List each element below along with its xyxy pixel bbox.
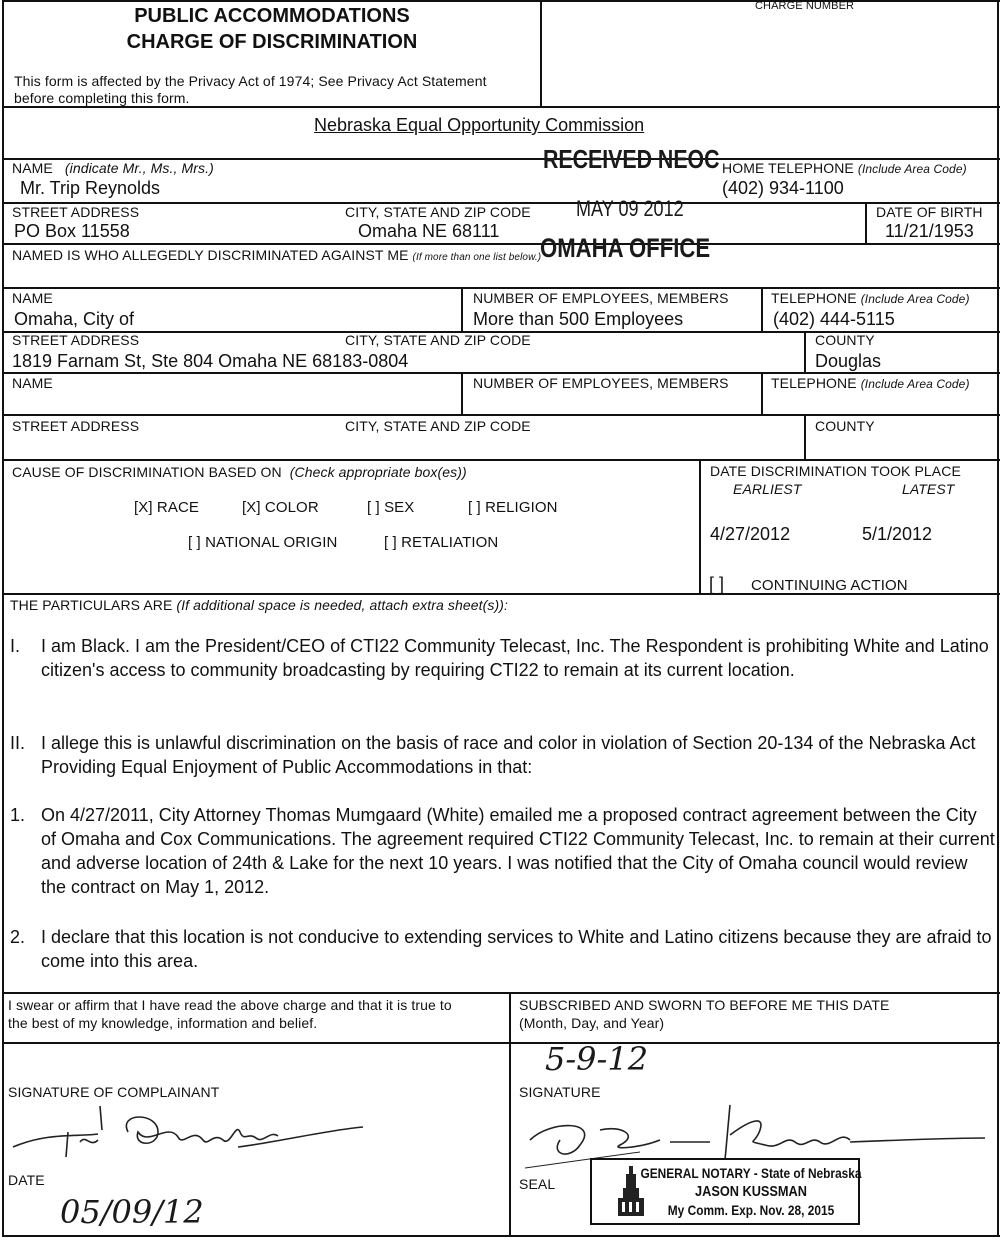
notary-seal xyxy=(590,1158,860,1225)
home-telephone: (402) 934-1100 xyxy=(722,178,844,198)
paragraph-text: I declare that this location is not conducive to extending services to White and Latino citizens because they are afraid to come into this area. xyxy=(41,927,992,971)
received-stamp-line1: RECEIVED NEOC xyxy=(543,144,720,174)
form-border-left xyxy=(2,0,4,1236)
particulars-paragraph-2 xyxy=(10,731,995,779)
rule xyxy=(2,1042,1000,1044)
subscribed-sworn-line2: (Month, Day, and Year) xyxy=(519,1015,665,1031)
seal-line2: JASON KUSSMAN xyxy=(695,1183,807,1200)
paragraph-text: On 4/27/2011, City Attorney Thomas Mumgaard (White) emailed me a proposed contract agreement between the City of Omaha and Cox Communications. The agreement required CTI22 Community Telecast, Inc. to remain at their current and adverse location of 24th & Lake for the next 10 years. I was notified that the City of Omaha council would review the contract on May 1, 2012. xyxy=(41,805,995,897)
employees-label: NUMBER OF EMPLOYEES, MEMBERS xyxy=(473,290,729,306)
respondent2-county-label: COUNTY xyxy=(815,418,875,434)
rule xyxy=(865,202,867,244)
rule xyxy=(509,992,511,1236)
paragraph-text: I am Black. I am the President/CEO of CTI22 Community Telecast, Inc. The Respondent is prohibiting White and Latino citizen's access to community broadcasting by requiring CTI22 to remain at its current location. xyxy=(41,636,989,680)
cause-religion: [ ] RELIGION xyxy=(468,499,558,516)
paragraph-text: I allege this is unlawful discrimination on the basis of race and color in violation of Section 20-134 of the Nebraska Act Providing Equal Enjoyment of Public Accommodations in that: xyxy=(41,733,976,777)
latest-label: LATEST xyxy=(902,481,955,497)
form-border-right xyxy=(997,0,999,1236)
paragraph-number: I. xyxy=(10,636,21,656)
affirm-line1: I swear or affirm that I have read the above charge and that it is true to xyxy=(8,997,452,1013)
seal-line1: GENERAL NOTARY - State of Nebraska xyxy=(640,1165,862,1181)
named-respondent-label: NAMED IS WHO ALLEGEDLY DISCRIMINATED AGAINST ME (If more than one list below.) xyxy=(12,247,542,263)
form-title-line1: PUBLIC ACCOMMODATIONS xyxy=(134,5,410,27)
charge-number-label: CHARGE NUMBER xyxy=(755,0,855,12)
respondent-county: Douglas xyxy=(815,351,882,371)
latest-date: 5/1/2012 xyxy=(862,524,933,544)
rule xyxy=(2,414,1000,416)
complainant-signature xyxy=(8,1102,378,1162)
respondent-street-label: STREET ADDRESS xyxy=(12,332,140,348)
header-divider-vertical xyxy=(540,0,542,107)
form-title-line2: CHARGE OF DISCRIMINATION xyxy=(126,31,418,53)
respondent-name: Omaha, City of xyxy=(14,309,135,329)
complainant-name: Mr. Trip Reynolds xyxy=(20,178,161,198)
date-discrimination-label: DATE DISCRIMINATION TOOK PLACE xyxy=(710,463,961,479)
date-of-birth-label: DATE OF BIRTH xyxy=(876,204,983,220)
complainant-name-label: NAME (indicate Mr., Ms., Mrs.) xyxy=(12,160,214,176)
cause-retaliation: [ ] RETALIATION xyxy=(384,534,499,551)
respondent2-employees-label: NUMBER OF EMPLOYEES, MEMBERS xyxy=(473,375,729,391)
paragraph-number: 2. xyxy=(10,927,26,947)
respondent-county-label: COUNTY xyxy=(815,332,875,348)
rule xyxy=(2,243,1000,245)
particulars-paragraph-1 xyxy=(10,634,995,682)
cause-color: [X] COLOR xyxy=(242,499,319,516)
cause-national-origin: [ ] NATIONAL ORIGIN xyxy=(188,534,338,551)
cause-label: CAUSE OF DISCRIMINATION BASED ON (Check appropriate box(es)) xyxy=(12,464,467,480)
seal-label: SEAL xyxy=(519,1176,556,1192)
received-stamp-office: OMAHA OFFICE xyxy=(540,233,711,263)
rule xyxy=(2,106,1000,108)
rule xyxy=(2,287,1000,289)
respondent2-street-label: STREET ADDRESS xyxy=(12,418,140,434)
continuing-checkbox: [ ] xyxy=(709,574,725,594)
rule xyxy=(804,331,806,373)
affirm-line2: the best of my knowledge, information and belief. xyxy=(8,1015,318,1031)
street-address-label: STREET ADDRESS xyxy=(12,204,140,220)
seal-line3: My Comm. Exp. Nov. 28, 2015 xyxy=(667,1202,835,1218)
respondent-employees: More than 500 Employees xyxy=(473,309,684,329)
respondent-name-label: NAME xyxy=(12,290,53,306)
received-stamp-date: MAY 09 2012 xyxy=(576,196,684,221)
respondent-telephone-label: TELEPHONE (Include Area Code) xyxy=(771,290,970,306)
particulars-paragraph-4 xyxy=(10,925,995,973)
city-state-zip-label: CITY, STATE AND ZIP CODE xyxy=(345,204,531,220)
home-telephone-label: HOME TELEPHONE (Include Area Code) xyxy=(722,160,967,176)
respondent-telephone: (402) 444-5115 xyxy=(773,309,895,329)
complainant-city: Omaha NE 68111 xyxy=(358,221,500,241)
notary-signature-label: SIGNATURE xyxy=(519,1084,601,1100)
subscribed-sworn-line1: SUBSCRIBED AND SWORN TO BEFORE ME THIS DATE xyxy=(519,997,890,1013)
rule xyxy=(2,372,1000,374)
earliest-date: 4/27/2012 xyxy=(710,524,791,544)
particulars-paragraph-3 xyxy=(10,803,995,899)
rule xyxy=(2,992,1000,994)
paragraph-number: 1. xyxy=(10,805,26,825)
date-label: DATE xyxy=(8,1172,45,1188)
rule xyxy=(761,372,763,415)
rule xyxy=(761,287,763,332)
earliest-label: EARLIEST xyxy=(733,481,802,497)
cause-race: [X] RACE xyxy=(134,499,199,516)
privacy-notice-line2: before completing this form. xyxy=(14,90,190,106)
particulars-label: THE PARTICULARS ARE (If additional space is needed, attach extra sheet(s)): xyxy=(10,597,508,613)
respondent2-telephone-label: TELEPHONE (Include Area Code) xyxy=(771,375,970,391)
respondent2-name-label: NAME xyxy=(12,375,53,391)
respondent-address: 1819 Farnam St, Ste 804 Omaha NE 68183-0804 xyxy=(12,351,409,371)
complainant-date-handwritten: 05/09/12 xyxy=(60,1193,204,1231)
rule xyxy=(2,459,1000,461)
paragraph-number: II. xyxy=(10,733,26,753)
respondent-city-label: CITY, STATE AND ZIP CODE xyxy=(345,332,531,348)
complainant-street: PO Box 11558 xyxy=(14,221,130,241)
notary-date-handwritten: 5-9-12 xyxy=(545,1040,649,1078)
date-of-birth: 11/21/1953 xyxy=(885,221,974,241)
cause-sex: [ ] SEX xyxy=(367,499,415,516)
agency-name: Nebraska Equal Opportunity Commission xyxy=(314,115,645,135)
rule xyxy=(699,459,701,594)
signature-complainant-label: SIGNATURE OF COMPLAINANT xyxy=(8,1084,220,1100)
rule xyxy=(461,372,463,415)
continuing-label: CONTINUING ACTION xyxy=(751,577,908,594)
form-border-bottom xyxy=(2,1235,1000,1237)
rule xyxy=(804,414,806,460)
privacy-notice-line1: This form is affected by the Privacy Act of 1974; See Privacy Act Statement xyxy=(14,73,487,89)
respondent2-city-label: CITY, STATE AND ZIP CODE xyxy=(345,418,531,434)
rule xyxy=(461,287,463,332)
